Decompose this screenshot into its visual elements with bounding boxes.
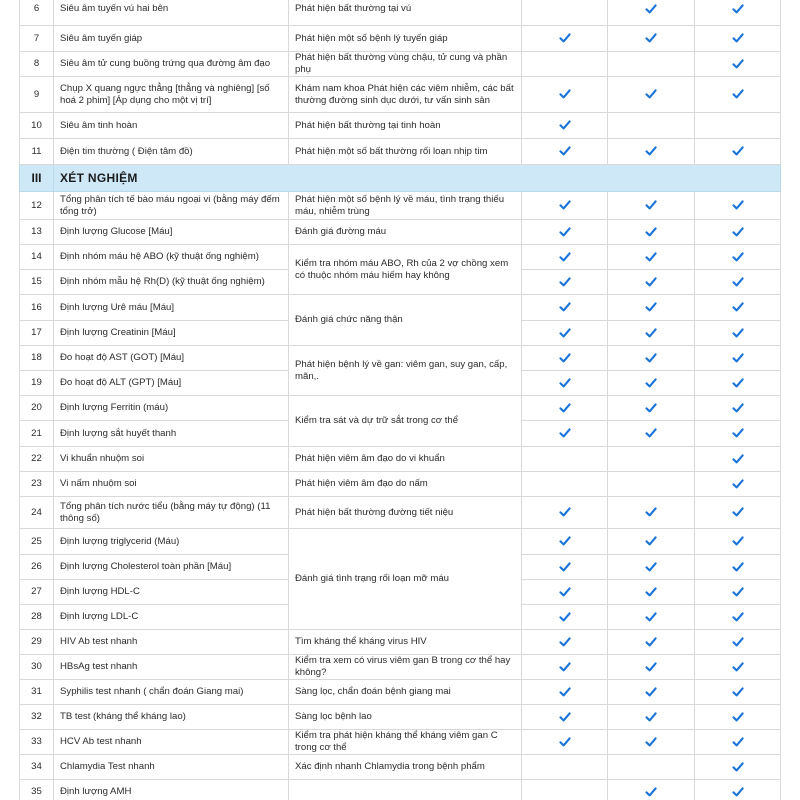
check-cell	[695, 580, 781, 605]
row-number: 22	[20, 447, 54, 472]
check-cell	[608, 630, 695, 655]
service-name: Định lượng sắt huyết thanh	[54, 421, 289, 447]
table-row	[20, 26, 781, 52]
row-number: 9	[20, 77, 54, 113]
service-name: Định lượng LDL-C	[54, 605, 289, 630]
section-number: III	[20, 165, 54, 192]
check-cell	[522, 77, 608, 113]
service-description: Sàng lọc bệnh lao	[289, 705, 522, 730]
check-cell	[522, 52, 608, 77]
check-cell	[608, 52, 695, 77]
checkmark-icon	[732, 276, 744, 288]
checkmark-icon	[559, 686, 571, 698]
table-row	[20, 295, 781, 321]
check-cell	[522, 245, 608, 270]
service-description: Phát hiện một số bệnh lý tuyến giáp	[289, 26, 522, 52]
table-row	[20, 680, 781, 705]
checkmark-icon	[559, 506, 571, 518]
checkmark-icon	[732, 199, 744, 211]
service-description: Kiểm tra sát và dự trữ sắt trong cơ thể	[289, 396, 522, 447]
service-description: Phát hiện một số bệnh lý về máu, tình trạng thiếu máu, nhiễm trùng	[289, 192, 522, 220]
checkmark-icon	[732, 58, 744, 70]
service-description: Kiểm tra xem có virus viêm gan B trong cơ thể hay không?	[289, 655, 522, 680]
service-description: Phát hiện bất thường vùng chậu, tử cung và phần phụ	[289, 52, 522, 77]
service-name: HIV Ab test nhanh	[54, 630, 289, 655]
service-name: HCV Ab test nhanh	[54, 730, 289, 755]
checkmark-icon	[732, 402, 744, 414]
checkmark-icon	[645, 3, 657, 15]
check-cell	[608, 396, 695, 421]
checkmark-icon	[732, 506, 744, 518]
check-cell	[695, 396, 781, 421]
checkmark-icon	[645, 352, 657, 364]
check-cell	[522, 780, 608, 800]
service-name: Định nhóm máu hệ ABO (kỹ thuật ống nghiệm)	[54, 245, 289, 270]
row-number: 26	[20, 555, 54, 580]
service-name: Siêu âm tuyến giáp	[54, 26, 289, 52]
check-cell	[608, 705, 695, 730]
table-row	[20, 0, 781, 26]
checkmark-icon	[645, 427, 657, 439]
check-cell	[695, 421, 781, 447]
checkmark-icon	[645, 561, 657, 573]
checkmark-icon	[732, 427, 744, 439]
checkmark-icon	[559, 199, 571, 211]
check-cell	[608, 139, 695, 165]
check-cell	[522, 139, 608, 165]
service-name: TB test (kháng thể kháng lao)	[54, 705, 289, 730]
service-name: Điện tim thường ( Điện tâm đồ)	[54, 139, 289, 165]
table-row	[20, 77, 781, 113]
service-name: Định lượng HDL-C	[54, 580, 289, 605]
check-cell	[695, 730, 781, 755]
checkmark-icon	[732, 32, 744, 44]
check-cell	[608, 780, 695, 800]
check-cell	[608, 113, 695, 139]
check-cell	[522, 605, 608, 630]
checkmark-icon	[732, 686, 744, 698]
row-number: 11	[20, 139, 54, 165]
check-cell	[522, 730, 608, 755]
checkmark-icon	[732, 711, 744, 723]
checkmark-icon	[559, 301, 571, 313]
row-number: 15	[20, 270, 54, 295]
check-cell	[608, 472, 695, 497]
table-row	[20, 730, 781, 755]
check-cell	[695, 755, 781, 780]
checkmark-icon	[732, 251, 744, 263]
row-number: 28	[20, 605, 54, 630]
checkmark-icon	[732, 786, 744, 798]
checkmark-icon	[559, 736, 571, 748]
service-name: Định lượng Glucose [Máu]	[54, 220, 289, 245]
service-name: Định lượng AMH	[54, 780, 289, 800]
checkmark-icon	[645, 327, 657, 339]
row-number: 12	[20, 192, 54, 220]
checkmark-icon	[732, 377, 744, 389]
row-number: 21	[20, 421, 54, 447]
check-cell	[522, 580, 608, 605]
check-cell	[522, 26, 608, 52]
checkmark-icon	[559, 226, 571, 238]
check-cell	[608, 655, 695, 680]
row-number: 24	[20, 497, 54, 529]
checkmark-icon	[732, 327, 744, 339]
checkmark-icon	[559, 32, 571, 44]
service-name: Vi khuẩn nhuộm soi	[54, 447, 289, 472]
check-cell	[608, 447, 695, 472]
check-cell	[695, 371, 781, 396]
table-row	[20, 396, 781, 421]
checkmark-icon	[645, 535, 657, 547]
checkmark-icon	[645, 506, 657, 518]
table-row	[20, 447, 781, 472]
check-cell	[695, 447, 781, 472]
checkmark-icon	[559, 711, 571, 723]
table-row	[20, 655, 781, 680]
table-row	[20, 346, 781, 371]
service-description: Phát hiện viêm âm đạo do nấm	[289, 472, 522, 497]
service-name: Siêu âm tử cung buồng trứng qua đường âm đạo	[54, 52, 289, 77]
check-cell	[608, 220, 695, 245]
checkmark-icon	[645, 586, 657, 598]
service-name: Chụp X quang ngực thẳng [thẳng và nghiêng] [số hoá 2 phim] [Áp dụng cho một vị trí]	[54, 77, 289, 113]
check-cell	[695, 321, 781, 346]
check-cell	[608, 529, 695, 555]
check-cell	[695, 605, 781, 630]
service-name: Định nhóm mẫu hệ Rh(D) (kỹ thuật ống nghiệm)	[54, 270, 289, 295]
check-cell	[522, 321, 608, 346]
check-cell	[608, 0, 695, 26]
checkmark-icon	[645, 226, 657, 238]
checkmark-icon	[559, 402, 571, 414]
check-cell	[522, 497, 608, 529]
check-cell	[695, 113, 781, 139]
checkmark-icon	[645, 402, 657, 414]
service-name: Vi nấm nhuộm soi	[54, 472, 289, 497]
section-header	[20, 165, 781, 192]
row-number: 27	[20, 580, 54, 605]
service-description: Đánh giá chức năng thận	[289, 295, 522, 346]
check-cell	[695, 26, 781, 52]
checkmark-icon	[559, 661, 571, 673]
checkmark-icon	[732, 478, 744, 490]
service-description: Kiểm tra nhóm máu ABO, Rh của 2 vợ chồng xem có thuộc nhóm máu hiếm hay không	[289, 245, 522, 295]
table-body	[20, 0, 781, 800]
service-name: Chlamydia Test nhanh	[54, 755, 289, 780]
check-cell	[695, 192, 781, 220]
service-name: Siêu âm tinh hoàn	[54, 113, 289, 139]
check-cell	[695, 270, 781, 295]
check-cell	[522, 220, 608, 245]
checkmark-icon	[559, 352, 571, 364]
service-description: Đánh giá tình trạng rối loạn mỡ máu	[289, 529, 522, 630]
check-cell	[522, 472, 608, 497]
table-row	[20, 139, 781, 165]
check-cell	[608, 371, 695, 396]
checkmark-icon	[559, 636, 571, 648]
row-number: 8	[20, 52, 54, 77]
service-name: Syphilis test nhanh ( chẩn đoán Giang mai)	[54, 680, 289, 705]
service-name: Siêu âm tuyến vú hai bên	[54, 0, 289, 26]
row-number: 19	[20, 371, 54, 396]
checkmark-icon	[559, 88, 571, 100]
check-cell	[522, 630, 608, 655]
check-cell	[695, 555, 781, 580]
row-number: 34	[20, 755, 54, 780]
check-cell	[608, 270, 695, 295]
check-cell	[608, 192, 695, 220]
check-cell	[695, 497, 781, 529]
checkmark-icon	[645, 377, 657, 389]
check-cell	[695, 0, 781, 26]
checkmark-icon	[645, 88, 657, 100]
check-cell	[522, 421, 608, 447]
check-cell	[695, 52, 781, 77]
check-cell	[695, 705, 781, 730]
service-description: Tìm kháng thể kháng virus HIV	[289, 630, 522, 655]
check-cell	[522, 655, 608, 680]
row-number: 10	[20, 113, 54, 139]
service-description: Kiểm tra phát hiện kháng thể kháng viêm gan C trong cơ thể	[289, 730, 522, 755]
check-cell	[608, 77, 695, 113]
check-cell	[608, 295, 695, 321]
section-title: XÉT NGHIỆM	[54, 165, 781, 192]
service-description: Phát hiện bất thường tại vú	[289, 0, 522, 26]
service-name: Tổng phân tích nước tiểu (bằng máy tự động) (11 thông số)	[54, 497, 289, 529]
checkmark-icon	[559, 327, 571, 339]
table-row	[20, 192, 781, 220]
checkmark-icon	[645, 786, 657, 798]
check-cell	[522, 0, 608, 26]
check-cell	[695, 680, 781, 705]
checkmark-icon	[559, 586, 571, 598]
row-number: 35	[20, 780, 54, 800]
table-row	[20, 113, 781, 139]
row-number: 32	[20, 705, 54, 730]
check-cell	[695, 295, 781, 321]
checkmark-icon	[732, 535, 744, 547]
table-row	[20, 52, 781, 77]
row-number: 30	[20, 655, 54, 680]
checkmark-icon	[559, 535, 571, 547]
row-number: 13	[20, 220, 54, 245]
table-row	[20, 780, 781, 800]
check-cell	[608, 680, 695, 705]
check-cell	[608, 26, 695, 52]
service-name: Định lượng Creatinin [Máu]	[54, 321, 289, 346]
checkmark-icon	[645, 611, 657, 623]
row-number: 17	[20, 321, 54, 346]
service-table	[19, 0, 781, 800]
check-cell	[522, 192, 608, 220]
checkmark-icon	[559, 276, 571, 288]
check-cell	[695, 346, 781, 371]
row-number: 23	[20, 472, 54, 497]
checkmark-icon	[732, 3, 744, 15]
table-row	[20, 220, 781, 245]
checkmark-icon	[732, 301, 744, 313]
check-cell	[608, 730, 695, 755]
row-number: 6	[20, 0, 54, 26]
row-number: 20	[20, 396, 54, 421]
service-name: Định lượng Urê máu [Máu]	[54, 295, 289, 321]
table-row	[20, 705, 781, 730]
check-cell	[522, 396, 608, 421]
check-cell	[695, 655, 781, 680]
checkmark-icon	[645, 145, 657, 157]
check-cell	[522, 371, 608, 396]
check-cell	[608, 497, 695, 529]
check-cell	[608, 245, 695, 270]
row-number: 18	[20, 346, 54, 371]
checkmark-icon	[645, 251, 657, 263]
checkmark-icon	[645, 686, 657, 698]
row-number: 14	[20, 245, 54, 270]
check-cell	[695, 77, 781, 113]
checkmark-icon	[645, 661, 657, 673]
service-name: HBsAg test nhanh	[54, 655, 289, 680]
row-number: 33	[20, 730, 54, 755]
service-name: Định lượng Cholesterol toàn phần [Máu]	[54, 555, 289, 580]
checkmark-icon	[645, 32, 657, 44]
check-cell	[695, 529, 781, 555]
check-cell	[695, 220, 781, 245]
check-cell	[695, 472, 781, 497]
checkmark-icon	[559, 251, 571, 263]
check-cell	[695, 245, 781, 270]
checkmark-icon	[645, 199, 657, 211]
checkmark-icon	[732, 561, 744, 573]
service-name: Định lượng triglycerid (Máu)	[54, 529, 289, 555]
checkmark-icon	[645, 276, 657, 288]
service-description: Phát hiện viêm âm đạo do vi khuẩn	[289, 447, 522, 472]
checkmark-icon	[732, 661, 744, 673]
service-description: Xác định nhanh Chlamydia trong bệnh phẩm	[289, 755, 522, 780]
checkmark-icon	[732, 145, 744, 157]
service-description: Phát hiện bất thường tại tinh hoàn	[289, 113, 522, 139]
check-cell	[522, 529, 608, 555]
checkmark-icon	[645, 711, 657, 723]
check-cell	[522, 705, 608, 730]
checkmark-icon	[732, 352, 744, 364]
table-row	[20, 497, 781, 529]
check-cell	[522, 555, 608, 580]
row-number: 29	[20, 630, 54, 655]
row-number: 31	[20, 680, 54, 705]
service-description	[289, 780, 522, 800]
service-description: Phát hiện bệnh lý về gan: viêm gan, suy gan, cấp, mãn,.	[289, 346, 522, 396]
service-description: Khám nam khoa Phát hiện các viêm nhiễm, các bất thường đường sinh dục dưới, tư vấn sinh sản	[289, 77, 522, 113]
service-name: Định lượng Ferritin (máu)	[54, 396, 289, 421]
check-cell	[695, 139, 781, 165]
check-cell	[608, 321, 695, 346]
table-row	[20, 755, 781, 780]
checkmark-icon	[559, 377, 571, 389]
table-row	[20, 529, 781, 555]
check-cell	[608, 346, 695, 371]
check-cell	[522, 113, 608, 139]
service-name: Tổng phân tích tế bào máu ngoại vi (bằng máy đếm tổng trở)	[54, 192, 289, 220]
checkmark-icon	[732, 453, 744, 465]
check-cell	[608, 555, 695, 580]
service-description: Đánh giá đường máu	[289, 220, 522, 245]
checkmark-icon	[645, 736, 657, 748]
service-name: Đo hoạt độ AST (GOT) [Máu]	[54, 346, 289, 371]
checkmark-icon	[732, 611, 744, 623]
check-cell	[522, 447, 608, 472]
checkmark-icon	[559, 427, 571, 439]
check-cell	[695, 630, 781, 655]
checkmark-icon	[645, 636, 657, 648]
check-cell	[522, 680, 608, 705]
table-row	[20, 472, 781, 497]
check-cell	[522, 346, 608, 371]
checkmark-icon	[732, 586, 744, 598]
check-cell	[608, 755, 695, 780]
checkmark-icon	[559, 611, 571, 623]
service-name: Đo hoạt độ ALT (GPT) [Máu]	[54, 371, 289, 396]
check-cell	[695, 780, 781, 800]
row-number: 7	[20, 26, 54, 52]
checkmark-icon	[732, 226, 744, 238]
checkmark-icon	[732, 88, 744, 100]
checkmark-icon	[732, 636, 744, 648]
check-cell	[522, 295, 608, 321]
checkmark-icon	[732, 761, 744, 773]
checkmark-icon	[559, 119, 571, 131]
check-cell	[608, 580, 695, 605]
service-description: Sàng lọc, chẩn đoán bệnh giang mai	[289, 680, 522, 705]
row-number: 16	[20, 295, 54, 321]
table-row	[20, 245, 781, 270]
check-cell	[522, 755, 608, 780]
check-cell	[608, 605, 695, 630]
checkmark-icon	[732, 736, 744, 748]
service-description: Phát hiện bất thường đường tiết niệu	[289, 497, 522, 529]
row-number: 25	[20, 529, 54, 555]
checkmark-icon	[645, 301, 657, 313]
check-cell	[522, 270, 608, 295]
checkmark-icon	[559, 145, 571, 157]
checkmark-icon	[559, 561, 571, 573]
check-cell	[608, 421, 695, 447]
table-row	[20, 630, 781, 655]
service-description: Phát hiện một số bất thường rối loạn nhịp tim	[289, 139, 522, 165]
